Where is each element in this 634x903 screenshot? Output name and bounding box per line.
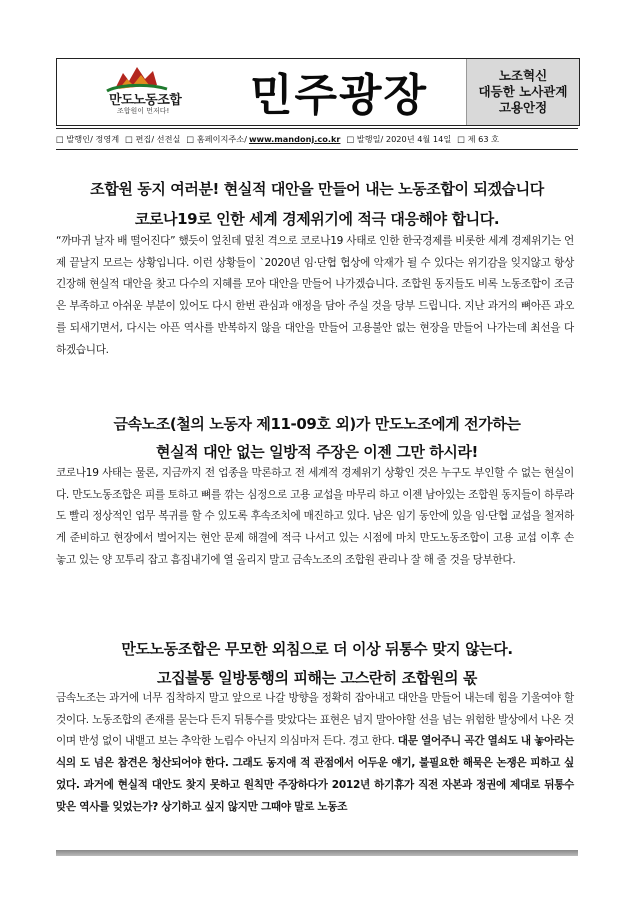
footer-divider bbox=[56, 850, 578, 856]
section-headline: 금속노조(철의 노동자 제11-09호 외)가 만도노조에게 전가하는 bbox=[113, 415, 521, 433]
section-body-emphasis: 대문 열어주니 곡간 열쇠도 내 놓아라는 식의 도 넘은 참견은 청산되어야 한다. 그래도 동지애 적 관점에서 어두운 얘기, 불필요한 해묵은 논쟁은 피하고 싶었다. 과거에 현실적 대안도 찾지 못하고 원칙만 주장하다가 2012년 하기휴가 직전 자본과 정권에 제대로 뒤통수 맞은 역사를 잊었는가? 상기하고 싶지 않지만 그때야 말로 노동조 bbox=[56, 735, 574, 813]
publish-date: □ 발행일/ 2020년 4월 14일 bbox=[346, 133, 452, 144]
homepage-label: □ 홈페이지주소/ bbox=[186, 133, 247, 144]
publisher-info: □ 발행인/ 정영계 bbox=[56, 133, 120, 144]
motto-line: 고용안정 bbox=[498, 100, 548, 115]
motto-line: 노조혁신 bbox=[498, 68, 548, 83]
section-body: 코로나19 사태는 물론, 지금까지 전 업종을 막론하고 전 세계적 경제위기 상황인 것은 누구도 부인할 수 없는 현실이다. 만도노동조합은 피를 토하고 뼈를 깎는 심정으로 고용 교섭을 마무리 하고 이젠 남아있는 조합원 동지들이 하루라도 빨리 정상적인 업무 복귀를 할 수 있도록 후속조치에 매진하고 있다. 남은 임기 동안에 있을 임·단협 교섭을 철저하게 준비하고 현장에서 벌어지는 현안 문제 해결에 적극 나서고 있는 시점에 마치 만도노동조합이 고용 교섭 이후 손 놓고 있는 양 꼬투리 잡고 흠집내기에 열 올리지 말고 금속노조의 조합원 관리나 잘 해 줄 것을 당부한다. bbox=[56, 467, 574, 566]
publication-info-bar bbox=[56, 128, 578, 150]
newsletter-title: 민주광장 bbox=[249, 70, 428, 121]
union-logo bbox=[57, 59, 197, 125]
section-subheadline: 고집불통 일방통행의 피해는 고스란히 조합원의 몫 bbox=[156, 669, 477, 687]
logo-name: 만도노동조합 bbox=[109, 93, 182, 108]
section-subheadline: 코로나19로 인한 세계 경제위기에 적극 대응해야 합니다. bbox=[134, 210, 500, 228]
motto-line: 대등한 노사관계 bbox=[478, 84, 568, 99]
title-box bbox=[205, 61, 473, 121]
homepage-link[interactable]: www.mandonj.co.kr bbox=[248, 134, 341, 144]
issue-number: □ 제 63 호 bbox=[457, 133, 500, 144]
section-subheadline: 현실적 대안 없는 일방적 주장은 이젠 그만 하시라! bbox=[156, 443, 478, 461]
motto-box bbox=[466, 59, 579, 125]
logo-slogan: 조합원이 먼저다! bbox=[117, 107, 170, 115]
section-body bbox=[56, 688, 574, 818]
section-headline: 만도노동조합은 무모한 외침으로 더 이상 뒤통수 맞지 않는다. bbox=[121, 640, 513, 658]
masthead bbox=[56, 58, 580, 126]
section-body: “까마귀 날자 배 떨어진다” 했듯이 엎친데 덮친 격으로 코로나19 사태로 인한 한국경제를 비롯한 세계 경제위기는 언제 끝날지 모르는 상황입니다. 이런 상황들이 `2020년 임·단협 협상에 악재가 될 수 있다는 위기감을 잊지않고 항상 긴장해 현실적 대안을 찾고 다수의 지혜를 모아 대안을 만들어 나가겠습니다. 조합원 동지들도 비록 노동조합이 조금은 부족하고 아쉬운 부분이 있어도 다시 한번 관심과 애정을 담아 주실 것을 당부 드립니다. 지난 과거의 뼈아픈 과오를 되새기면서, 다시는 아픈 역사를 반복하지 않을 대안을 만들어 고용불안 없는 현장을 만들어 나가는데 최선을 다 하겠습니다. bbox=[56, 235, 574, 356]
editor-info: □ 편집/ 선전실 bbox=[125, 133, 181, 144]
section-body-text: 금속노조는 과거에 너무 집착하지 말고 앞으로 나갈 방향을 정확히 잡아내고 대안을 만들어 내는데 힘을 기울여야 할 것이다. 노동조합의 존재를 묻는다 든지 뒤통수를 맞았다는 표현은 넘지 말아야할 선을 넘는 위험한 발상에서 나온 것이며 반성 없이 내뱉고 보는 추악한 노림수 아닌지 의심마저 든다. 경고 한다. bbox=[56, 692, 574, 748]
section-headline: 조합원 동지 여러분! 현실적 대안을 만들어 내는 노동조합이 되겠습니다 bbox=[90, 180, 544, 198]
